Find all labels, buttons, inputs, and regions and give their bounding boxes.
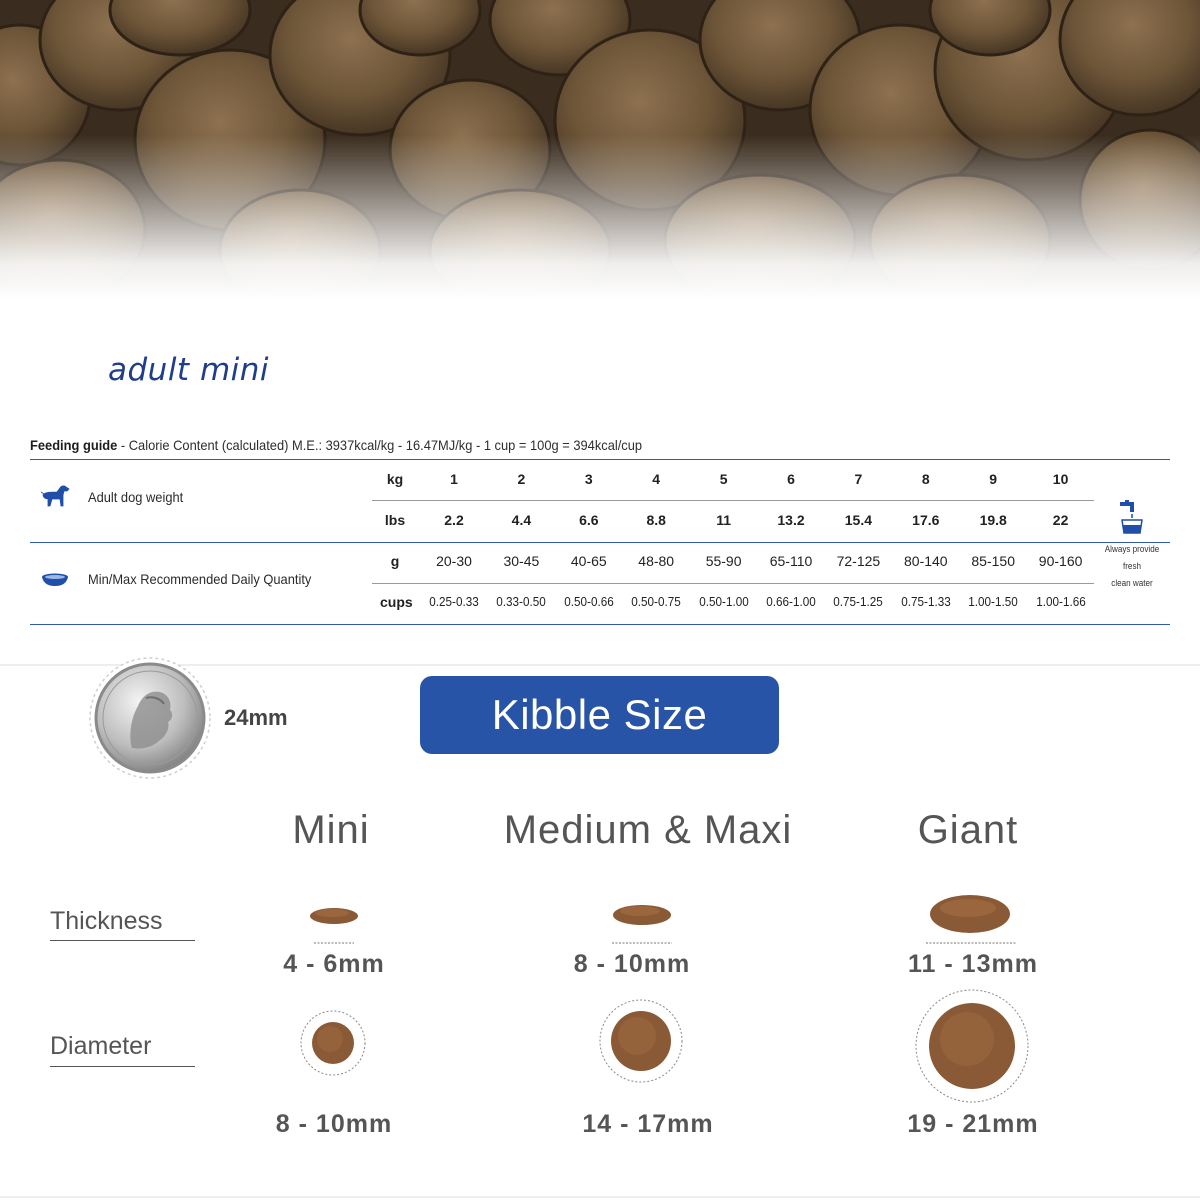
kibble-thickness-mini-image (304, 900, 364, 946)
kibble-diameter-mini-image (299, 1009, 367, 1077)
feeding-cell-lbs: 2.2 (444, 512, 464, 528)
feeding-cell-cups: 1.00-1.50 (968, 594, 1018, 609)
water-note-line-2: clean water (1111, 578, 1153, 588)
thickness-underline (50, 940, 195, 941)
thickness-label: Thickness (50, 907, 163, 935)
unit-kg: kg (386, 471, 404, 487)
feeding-cell-grams: 48-80 (638, 553, 675, 569)
water-note (1094, 500, 1170, 592)
feeding-cell-cups: 0.33-0.50 (496, 594, 547, 609)
table-row-divider (372, 583, 1094, 584)
kibble-diameter-giant-image (914, 988, 1030, 1104)
diameter-underline (50, 1066, 195, 1067)
feeding-cell-grams: 85-150 (971, 553, 1015, 569)
feeding-guide-header (30, 437, 1079, 453)
kibble-diameter-medium-maxi-image (598, 998, 684, 1084)
column-title-mini: Mini (292, 808, 370, 852)
unit-cups: cups (380, 594, 413, 610)
product-name: adult mini (108, 352, 270, 388)
feeding-cell-kg: 1 (450, 471, 458, 487)
unit-lbs: lbs (384, 512, 406, 528)
feeding-cell-lbs: 4.4 (511, 512, 532, 528)
feeding-cell-kg: 8 (921, 471, 930, 487)
feeding-cell-grams: 40-65 (570, 553, 607, 569)
kibble-thickness-giant-image (924, 888, 1018, 946)
table-row-divider (372, 500, 1094, 501)
kibble-thickness-medium-maxi-image (608, 898, 676, 946)
feeding-cell-lbs: 19.8 (979, 512, 1007, 528)
kibble-size-banner: Kibble Size (420, 676, 779, 754)
feeding-cell-kg: 7 (854, 471, 863, 487)
feeding-cell-kg: 5 (719, 471, 728, 487)
feeding-cell-cups: 0.66-1.00 (766, 594, 816, 609)
feeding-cell-grams: 72-125 (836, 553, 881, 569)
feeding-cell-kg: 10 (1052, 471, 1069, 487)
feeding-guide-calorie-content: - Calorie Content (calculated) M.E.: 3937kcal/kg - 16.47MJ/kg - 1 cup = 100g = 394kcal/cup (117, 437, 643, 453)
thickness-giant-value: 11 - 13mm (908, 950, 1038, 978)
feeding-cell-cups: 0.50-0.75 (631, 594, 681, 609)
feeding-cell-cups: 0.75-1.33 (901, 594, 951, 609)
feeding-cell-cups: 0.50-1.00 (698, 594, 749, 609)
feeding-cell-lbs: 17.6 (912, 512, 940, 528)
dog-icon (40, 484, 70, 508)
diameter-label: Diameter (50, 1032, 152, 1060)
diameter-mini-value: 8 - 10mm (275, 1110, 393, 1138)
feeding-guide-title: Feeding guide (30, 437, 118, 453)
thickness-mini-value: 4 - 6mm (283, 950, 385, 978)
feeding-cell-lbs: 13.2 (777, 512, 805, 528)
feeding-cell-grams: 20-30 (436, 553, 472, 569)
table-bottom-rule (30, 624, 1170, 625)
coin-size-label: 24mm (224, 705, 288, 730)
feeding-cell-kg: 9 (989, 471, 998, 487)
feeding-cell-grams: 55-90 (705, 553, 742, 569)
unit-g: g (390, 553, 400, 569)
feeding-cell-kg: 6 (787, 471, 795, 487)
diameter-medium-maxi-value: 14 - 17mm (582, 1110, 714, 1138)
column-title-medium-maxi: Medium & Maxi (503, 808, 793, 852)
water-tap-icon (1116, 500, 1148, 536)
feeding-cell-cups: 1.00-1.66 (1035, 594, 1086, 609)
feeding-cell-lbs: 6.6 (579, 512, 599, 528)
feeding-cell-lbs: 15.4 (844, 512, 873, 528)
feeding-cell-lbs: 8.8 (646, 512, 666, 528)
quarter-coin-icon (88, 656, 212, 780)
feeding-cell-lbs: 11 (716, 512, 731, 528)
diameter-giant-value: 19 - 21mm (907, 1110, 1039, 1138)
feeding-cell-cups: 0.75-1.25 (833, 594, 884, 609)
water-note-line-1: Always provide fresh (1104, 544, 1160, 571)
feeding-cell-grams: 30-45 (503, 553, 540, 569)
feeding-cell-cups: 0.50-0.66 (564, 594, 614, 609)
feeding-cell-grams: 65-110 (769, 553, 813, 569)
adult-dog-weight-label: Adult dog weight (88, 489, 184, 505)
feeding-cell-lbs: 22 (1052, 512, 1069, 528)
feeding-cell-kg: 2 (517, 471, 526, 487)
daily-quantity-label: Min/Max Recommended Daily Quantity (88, 571, 312, 587)
kibble-hero-image (0, 0, 1200, 300)
feeding-cell-kg: 4 (652, 471, 661, 487)
table-middle-rule (30, 542, 1170, 543)
food-bowl-icon (40, 572, 70, 588)
feeding-cell-grams: 80-140 (904, 553, 948, 569)
bottom-divider (0, 1196, 1200, 1198)
thickness-medium-maxi-value: 8 - 10mm (573, 950, 691, 978)
table-top-rule (30, 459, 1170, 460)
feeding-cell-kg: 3 (584, 471, 593, 487)
column-title-giant: Giant (917, 808, 1019, 852)
feeding-cell-grams: 90-160 (1038, 553, 1083, 569)
feeding-cell-cups: 0.25-0.33 (429, 594, 479, 609)
